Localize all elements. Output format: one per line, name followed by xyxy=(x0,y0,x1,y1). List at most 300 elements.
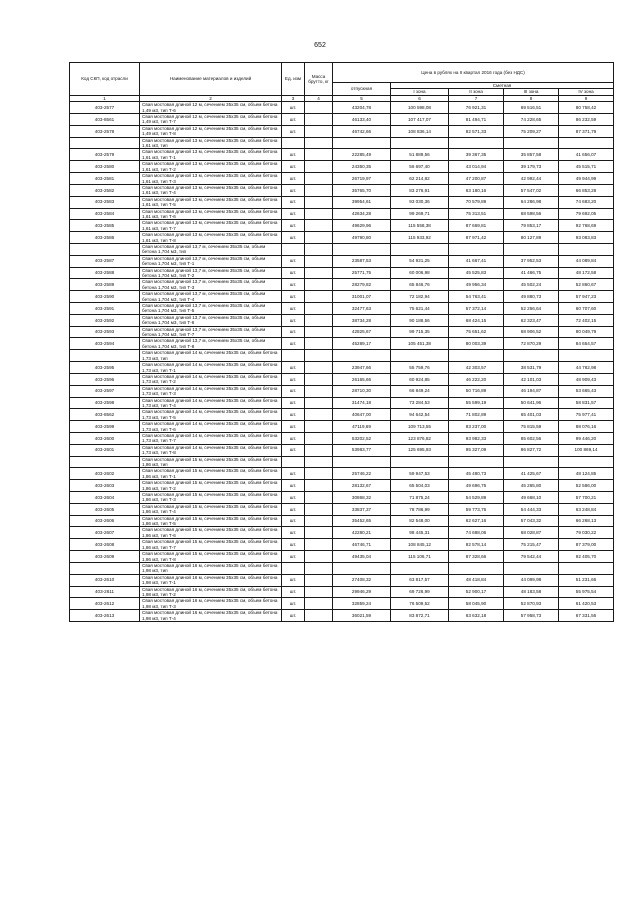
cell-z1: 54 921,25 xyxy=(391,255,449,267)
cell-mass xyxy=(305,432,333,444)
cell-name: Свая мостовая длиной 13 м, сечением 35х35 см, объем бетона 1,61 м3, тип Т-5 xyxy=(140,196,282,208)
table-row xyxy=(70,456,614,468)
header-release: отпускная xyxy=(333,83,391,96)
cell-code: 403-2607 xyxy=(70,527,140,539)
colnum-4: 4 xyxy=(305,95,333,101)
cell-z2: 95 327,09 xyxy=(449,444,504,456)
cell-z4: 63 248,84 xyxy=(559,503,614,515)
cell-z3: 68 028,87 xyxy=(504,527,559,539)
cell-z2: 55 599,19 xyxy=(449,397,504,409)
cell-name: Свая мостовая длиной 13,7 м, сечением 35х35 см, объем бетона 1,704 м3, тип Т-3 xyxy=(140,279,282,291)
cell-name: Свая мостовая длиной 13,7 м, сечением 35х35 см, объем бетона 1,704 м3, тип Т-5 xyxy=(140,303,282,315)
cell-unit: шт. xyxy=(282,527,305,539)
cell-code: 403-2579 xyxy=(70,149,140,161)
table-row xyxy=(70,137,614,149)
cell-mass xyxy=(305,267,333,279)
cell-z1: 99 715,35 xyxy=(391,326,449,338)
cell-release: 35452,65 xyxy=(333,515,391,527)
cell-release xyxy=(333,350,391,362)
cell-mass xyxy=(305,137,333,149)
cell-name: Свая мостовая длиной 13,7 м, сечением 35х35 см, объем бетона 1,704 м3, тип xyxy=(140,243,282,255)
table-row xyxy=(70,551,614,563)
table-row xyxy=(70,562,614,574)
colnum-6: 6 xyxy=(391,95,449,101)
cell-z1: 60 924,85 xyxy=(391,373,449,385)
cell-z3: 69 516,51 xyxy=(504,102,559,114)
cell-z2: 39 367,35 xyxy=(449,149,504,161)
cell-z3: 42 992,44 xyxy=(504,173,559,185)
cell-z2: 42 303,57 xyxy=(449,362,504,374)
cell-code: 403-2603 xyxy=(70,480,140,492)
cell-code: 403-2609 xyxy=(70,551,140,563)
cell-z1: 105 451,38 xyxy=(391,338,449,350)
cell-z2: 54 763,41 xyxy=(449,291,504,303)
table-row xyxy=(70,362,614,374)
cell-z1: 115 106,71 xyxy=(391,551,449,563)
cell-z1: 75 621,44 xyxy=(391,303,449,315)
colnum-7: 7 xyxy=(449,95,504,101)
cell-z1: 56 697,40 xyxy=(391,161,449,173)
cell-z1: 55 759,76 xyxy=(391,362,449,374)
cell-code: 403-2608 xyxy=(70,539,140,551)
cell-z4: 51 231,66 xyxy=(559,574,614,586)
cell-mass xyxy=(305,279,333,291)
cell-z1: 59 947,53 xyxy=(391,468,449,480)
cell-release: 38734,28 xyxy=(333,314,391,326)
table-row xyxy=(70,539,614,551)
cell-z2: 52 900,17 xyxy=(449,586,504,598)
cell-name: Свая мостовая длиной 13 м, сечением 35х35 см, объем бетона 1,61 м3, тип Т-1 xyxy=(140,149,282,161)
cell-z4: 57 947,23 xyxy=(559,291,614,303)
cell-mass xyxy=(305,220,333,232)
table-row xyxy=(70,232,614,244)
cell-mass xyxy=(305,421,333,433)
table-row xyxy=(70,279,614,291)
cell-z3: 86 827,72 xyxy=(504,444,559,456)
cell-code: 403-2580 xyxy=(70,161,140,173)
cell-z4: 72 402,15 xyxy=(559,314,614,326)
cell-z3: 52 870,93 xyxy=(504,598,559,610)
cell-release xyxy=(333,243,391,255)
cell-name: Свая мостовая длиной 15 м, сечением 35х35 см, объем бетона 1,86 м3, тип xyxy=(140,456,282,468)
cell-code: 403-2589 xyxy=(70,279,140,291)
cell-z4: 48 124,85 xyxy=(559,468,614,480)
cell-mass xyxy=(305,362,333,374)
cell-mass xyxy=(305,350,333,362)
cell-z3: 57 043,32 xyxy=(504,515,559,527)
cell-z4 xyxy=(559,350,614,362)
table-row xyxy=(70,243,614,255)
cell-z4: 52 860,67 xyxy=(559,279,614,291)
cell-code: 403-8562 xyxy=(70,409,140,421)
cell-z2: 87 669,81 xyxy=(449,220,504,232)
cell-unit: шт. xyxy=(282,161,305,173)
cell-mass xyxy=(305,196,333,208)
cell-name: Свая мостовая длиной 12 м, сечением 35х35 см, объем бетона 1,49 м3, тип Т-7 xyxy=(140,114,282,126)
cell-z1: 123 876,82 xyxy=(391,432,449,444)
cell-unit: шт. xyxy=(282,397,305,409)
cell-z4: 99 446,20 xyxy=(559,432,614,444)
cell-mass xyxy=(305,114,333,126)
cell-name: Свая мостовая длиной 16 м, сечением 35х35 см, объем бетона 1,98 м3, тип Т-2 xyxy=(140,586,282,598)
cell-code: 403-2591 xyxy=(70,303,140,315)
cell-name: Свая мостовая длиной 12 м, сечением 35х35 см, объем бетона 1,49 м3, тип Т-6 xyxy=(140,102,282,114)
cell-code: 403-2601 xyxy=(70,444,140,456)
cell-name: Свая мостовая длиной 13 м, сечением 35х35 см, объем бетона 1,61 м3, тип xyxy=(140,137,282,149)
cell-release: 32859,24 xyxy=(333,598,391,610)
cell-z4 xyxy=(559,137,614,149)
cell-z4: 75 977,41 xyxy=(559,409,614,421)
cell-name: Свая мостовая длиной 15 м, сечением 35х35 см, объем бетона 1,86 м3, тип Т-7 xyxy=(140,539,282,551)
cell-z2: 49 956,34 xyxy=(449,279,504,291)
cell-mass xyxy=(305,503,333,515)
cell-mass xyxy=(305,515,333,527)
cell-z3: 57 958,73 xyxy=(504,610,559,622)
cell-z1 xyxy=(391,350,449,362)
cell-mass xyxy=(305,184,333,196)
cell-mass xyxy=(305,562,333,574)
table-row xyxy=(70,125,614,137)
cell-z3: 45 265,80 xyxy=(504,480,559,492)
cell-z3: 42 101,03 xyxy=(504,373,559,385)
cell-z1: 107 417,07 xyxy=(391,114,449,126)
cell-mass xyxy=(305,492,333,504)
cell-code: 403-2605 xyxy=(70,503,140,515)
cell-z3: 64 286,98 xyxy=(504,196,559,208)
table-row xyxy=(70,598,614,610)
cell-mass xyxy=(305,456,333,468)
cell-name: Свая мостовая длиной 13 м, сечением 35х35 см, объем бетона 1,61 м3, тип Т-6 xyxy=(140,208,282,220)
cell-z3: 46 194,87 xyxy=(504,385,559,397)
cell-unit xyxy=(282,243,305,255)
cell-z3 xyxy=(504,562,559,574)
cell-name: Свая мостовая длиной 16 м, сечением 35х35 см, объем бетона 1,98 м3, тип Т-1 xyxy=(140,574,282,586)
cell-z3 xyxy=(504,456,559,468)
table-row xyxy=(70,421,614,433)
cell-z3: 52 256,64 xyxy=(504,303,559,315)
table-row xyxy=(70,444,614,456)
cell-z3: 50 641,96 xyxy=(504,397,559,409)
cell-z2: 41 667,41 xyxy=(449,255,504,267)
cell-name: Свая мостовая длиной 15 м, сечением 35х35 см, объем бетона 1,86 м3, тип Т-4 xyxy=(140,503,282,515)
cell-release: 33837,37 xyxy=(333,503,391,515)
cell-code: 403-2582 xyxy=(70,184,140,196)
cell-mass xyxy=(305,480,333,492)
cell-z4: 48 909,43 xyxy=(559,373,614,385)
cell-z4: 57 700,21 xyxy=(559,492,614,504)
table-row xyxy=(70,184,614,196)
cell-unit: шт. xyxy=(282,610,305,622)
cell-z3: 54 444,33 xyxy=(504,503,559,515)
cell-z2: 63 180,16 xyxy=(449,184,504,196)
cell-mass xyxy=(305,598,333,610)
cell-z4: 100 869,14 xyxy=(559,444,614,456)
cell-z1: 69 726,99 xyxy=(391,586,449,598)
cell-release: 43204,78 xyxy=(333,102,391,114)
cell-unit: шт. xyxy=(282,539,305,551)
cell-release: 23587,53 xyxy=(333,255,391,267)
table-row xyxy=(70,173,614,185)
cell-code: 403-8561 xyxy=(70,114,140,126)
cell-name: Свая мостовая длиной 15 м, сечением 35х35 см, объем бетона 1,86 м3, тип Т-3 xyxy=(140,492,282,504)
cell-mass xyxy=(305,326,333,338)
cell-name: Свая мостовая длиной 16 м, сечением 35х35 см, объем бетона 1,98 м3, тип Т-4 xyxy=(140,610,282,622)
cell-z2: 76 921,31 xyxy=(449,102,504,114)
cell-z4: 52 586,00 xyxy=(559,480,614,492)
cell-mass xyxy=(305,208,333,220)
cell-z4: 67 331,56 xyxy=(559,610,614,622)
cell-z4: 84 654,57 xyxy=(559,338,614,350)
cell-release xyxy=(333,456,391,468)
cell-mass xyxy=(305,125,333,137)
cell-z4: 45 515,71 xyxy=(559,161,614,173)
table-row xyxy=(70,196,614,208)
cell-code: 403-2599 xyxy=(70,421,140,433)
cell-z1: 83 276,91 xyxy=(391,184,449,196)
cell-z1: 65 846,76 xyxy=(391,279,449,291)
cell-z1: 51 889,56 xyxy=(391,149,449,161)
cell-name: Свая мостовая длиной 13 м, сечением 35х35 см, объем бетона 1,61 м3, тип Т-4 xyxy=(140,184,282,196)
table-row xyxy=(70,610,614,622)
cell-z4: 48 172,58 xyxy=(559,267,614,279)
cell-z2: 74 688,06 xyxy=(449,527,504,539)
colnum-2: 2 xyxy=(140,95,282,101)
cell-unit: шт. xyxy=(282,574,305,586)
cell-code: 403-2613 xyxy=(70,610,140,622)
cell-z3: 72 870,29 xyxy=(504,338,559,350)
cell-unit: шт. xyxy=(282,255,305,267)
cell-z3: 80 127,89 xyxy=(504,232,559,244)
cell-name: Свая мостовая длиной 16 м, сечением 35х35 см, объем бетона 1,98 м3, тип xyxy=(140,562,282,574)
cell-name: Свая мостовая длиной 13,7 м, сечением 35х35 см, объем бетона 1,704 м3, тип Т-7 xyxy=(140,326,282,338)
cell-code: 403-2583 xyxy=(70,196,140,208)
cell-name: Свая мостовая длиной 13 м, сечением 35х35 см, объем бетона 1,61 м3, тип Т-8 xyxy=(140,232,282,244)
colnum-8: 8 xyxy=(504,95,559,101)
table-row xyxy=(70,161,614,173)
cell-mass xyxy=(305,444,333,456)
cell-z2: 68 424,15 xyxy=(449,314,504,326)
cell-code xyxy=(70,562,140,574)
cell-z4: 74 683,20 xyxy=(559,196,614,208)
table-row xyxy=(70,220,614,232)
table-row xyxy=(70,350,614,362)
table-row xyxy=(70,527,614,539)
cell-unit: шт. xyxy=(282,267,305,279)
cell-z1: 76 509,52 xyxy=(391,598,449,610)
cell-z1 xyxy=(391,243,449,255)
cell-release: 49435,04 xyxy=(333,551,391,563)
cell-code xyxy=(70,350,140,362)
cell-code: 403-2597 xyxy=(70,385,140,397)
cell-z4: 79 692,05 xyxy=(559,208,614,220)
cell-release: 28279,82 xyxy=(333,279,391,291)
cell-name: Свая мостовая длиной 15 м, сечением 35х35 см, объем бетона 1,86 м3, тип Т-8 xyxy=(140,551,282,563)
cell-unit: шт. xyxy=(282,373,305,385)
cell-z3: 79 853,17 xyxy=(504,220,559,232)
cell-z3 xyxy=(504,350,559,362)
header-zone-3: III зона xyxy=(504,89,559,95)
cell-name: Свая мостовая длиной 13,7 м, сечением 35х35 см, объем бетона 1,704 м3, тип Т-4 xyxy=(140,291,282,303)
cell-z3: 49 880,73 xyxy=(504,291,559,303)
cell-z1: 98 445,31 xyxy=(391,527,449,539)
cell-name: Свая мостовая длиной 13 м, сечением 35х35 см, объем бетона 1,61 м3, тип Т-3 xyxy=(140,173,282,185)
cell-unit: шт. xyxy=(282,184,305,196)
cell-z3: 35 857,58 xyxy=(504,149,559,161)
cell-code: 403-2606 xyxy=(70,515,140,527)
cell-name: Свая мостовая длиной 13,7 м, сечением 35х35 см, объем бетона 1,704 м3, тип Т-6 xyxy=(140,314,282,326)
table-row xyxy=(70,480,614,492)
cell-code: 403-2600 xyxy=(70,432,140,444)
cell-z1: 125 695,93 xyxy=(391,444,449,456)
cell-unit: шт. xyxy=(282,432,305,444)
cell-mass xyxy=(305,243,333,255)
cell-z2: 87 971,42 xyxy=(449,232,504,244)
cell-unit: шт. xyxy=(282,503,305,515)
cell-unit: шт. xyxy=(282,480,305,492)
cell-name: Свая мостовая длиной 14 м, сечением 35х35 см, объем бетона 1,73 м3, тип Т-5 xyxy=(140,409,282,421)
cell-z2 xyxy=(449,456,504,468)
cell-release: 46742,66 xyxy=(333,125,391,137)
cell-name: Свая мостовая длиной 15 м, сечением 35х35 см, объем бетона 1,86 м3, тип Т-2 xyxy=(140,480,282,492)
table-row xyxy=(70,149,614,161)
page-number: 652 xyxy=(314,42,326,49)
cell-z1: 109 713,55 xyxy=(391,421,449,433)
cell-z4: 41 656,07 xyxy=(559,149,614,161)
cell-code xyxy=(70,137,140,149)
cell-z2: 46 222,20 xyxy=(449,373,504,385)
cell-z1: 63 817,57 xyxy=(391,574,449,586)
header-estimate: Сметная xyxy=(391,83,614,89)
cell-unit: шт. xyxy=(282,551,305,563)
cell-mass xyxy=(305,373,333,385)
header-mass: Масса брутто, кг xyxy=(305,63,333,96)
cell-z3: 68 906,52 xyxy=(504,326,559,338)
table-row xyxy=(70,432,614,444)
cell-code: 403-2604 xyxy=(70,492,140,504)
cell-z3 xyxy=(504,243,559,255)
header-price-title: Цена в рублях на II квартал 2016 года (без НДС) xyxy=(333,63,614,83)
cell-code: 403-2610 xyxy=(70,574,140,586)
table-row xyxy=(70,409,614,421)
cell-unit: шт. xyxy=(282,338,305,350)
cell-release: 53983,77 xyxy=(333,444,391,456)
cell-code xyxy=(70,243,140,255)
cell-unit: шт. xyxy=(282,220,305,232)
table-row xyxy=(70,397,614,409)
cell-name: Свая мостовая длиной 16 м, сечением 35х35 см, объем бетона 1,98 м3, тип Т-3 xyxy=(140,598,282,610)
cell-name: Свая мостовая длиной 15 м, сечением 35х35 см, объем бетона 1,86 м3, тип Т-6 xyxy=(140,527,282,539)
cell-mass xyxy=(305,385,333,397)
cell-unit xyxy=(282,137,305,149)
cell-z3: 49 668,10 xyxy=(504,492,559,504)
cell-release: 24350,35 xyxy=(333,161,391,173)
cell-z4: 66 268,13 xyxy=(559,515,614,527)
cell-unit: шт. xyxy=(282,303,305,315)
cell-z3: 65 401,03 xyxy=(504,409,559,421)
cell-unit: шт. xyxy=(282,149,305,161)
cell-unit: шт. xyxy=(282,492,305,504)
table-row xyxy=(70,303,614,315)
cell-z2: 75 313,51 xyxy=(449,208,504,220)
cell-release: 39954,61 xyxy=(333,196,391,208)
cell-z3: 45 502,24 xyxy=(504,279,559,291)
table-row xyxy=(70,515,614,527)
table-row xyxy=(70,385,614,397)
cell-unit xyxy=(282,456,305,468)
cell-name: Свая мостовая длиной 14 м, сечением 35х35 см, объем бетона 1,73 м3, тип Т-3 xyxy=(140,385,282,397)
cell-unit: шт. xyxy=(282,125,305,137)
cell-unit: шт. xyxy=(282,196,305,208)
cell-unit: шт. xyxy=(282,279,305,291)
cell-z2 xyxy=(449,137,504,149)
cell-code: 403-2596 xyxy=(70,373,140,385)
cell-release: 42634,28 xyxy=(333,208,391,220)
cell-mass xyxy=(305,291,333,303)
table-row xyxy=(70,114,614,126)
cell-release: 23947,66 xyxy=(333,362,391,374)
header-name: Наименование материалов и изделий xyxy=(140,63,282,96)
colnum-5: 5 xyxy=(333,95,391,101)
cell-code: 403-2611 xyxy=(70,586,140,598)
cell-z3: 39 179,73 xyxy=(504,161,559,173)
cell-z3: 57 547,02 xyxy=(504,184,559,196)
table-row xyxy=(70,586,614,598)
cell-code: 403-2598 xyxy=(70,397,140,409)
cell-name: Свая мостовая длиной 14 м, сечением 35х35 см, объем бетона 1,73 м3, тип Т-2 xyxy=(140,373,282,385)
cell-z1: 99 269,71 xyxy=(391,208,449,220)
cell-z1: 62 214,82 xyxy=(391,173,449,185)
table-row xyxy=(70,267,614,279)
cell-name: Свая мостовая длиной 14 м, сечением 35х35 см, объем бетона 1,73 м3, тип Т-1 xyxy=(140,362,282,374)
cell-release: 46746,71 xyxy=(333,539,391,551)
cell-release: 27408,32 xyxy=(333,574,391,586)
cell-z4: 55 975,54 xyxy=(559,586,614,598)
cell-unit: шт. xyxy=(282,208,305,220)
cell-z1 xyxy=(391,562,449,574)
cell-z2: 49 696,75 xyxy=(449,480,504,492)
cell-z4: 92 768,69 xyxy=(559,220,614,232)
table-body xyxy=(70,102,614,622)
cell-mass xyxy=(305,255,333,267)
price-table xyxy=(69,62,614,622)
cell-z1: 108 845,12 xyxy=(391,539,449,551)
cell-z4: 49 944,99 xyxy=(559,173,614,185)
cell-z3: 75 215,47 xyxy=(504,539,559,551)
cell-name: Свая мостовая длиной 13,7 м, сечением 35х35 см, объем бетона 1,704 м3, тип Т-8 xyxy=(140,338,282,350)
cell-mass xyxy=(305,102,333,114)
cell-z2: 81 494,71 xyxy=(449,114,504,126)
cell-z4: 66 853,28 xyxy=(559,184,614,196)
cell-code: 403-2585 xyxy=(70,220,140,232)
table-row xyxy=(70,208,614,220)
cell-unit xyxy=(282,350,305,362)
header-zone-2: II зона xyxy=(449,89,504,95)
cell-z2: 62 627,16 xyxy=(449,515,504,527)
cell-z3: 38 531,79 xyxy=(504,362,559,374)
cell-z1 xyxy=(391,137,449,149)
cell-unit: шт. xyxy=(282,515,305,527)
cell-z2: 47 200,87 xyxy=(449,173,504,185)
cell-z4: 44 089,84 xyxy=(559,255,614,267)
table-row xyxy=(70,102,614,114)
cell-code: 403-2587 xyxy=(70,255,140,267)
table-row xyxy=(70,468,614,480)
cell-z2 xyxy=(449,243,504,255)
header-zone-1: I зона xyxy=(391,89,449,95)
cell-z4: 86 232,59 xyxy=(559,114,614,126)
cell-z3: 79 542,44 xyxy=(504,551,559,563)
cell-z2: 93 982,33 xyxy=(449,432,504,444)
